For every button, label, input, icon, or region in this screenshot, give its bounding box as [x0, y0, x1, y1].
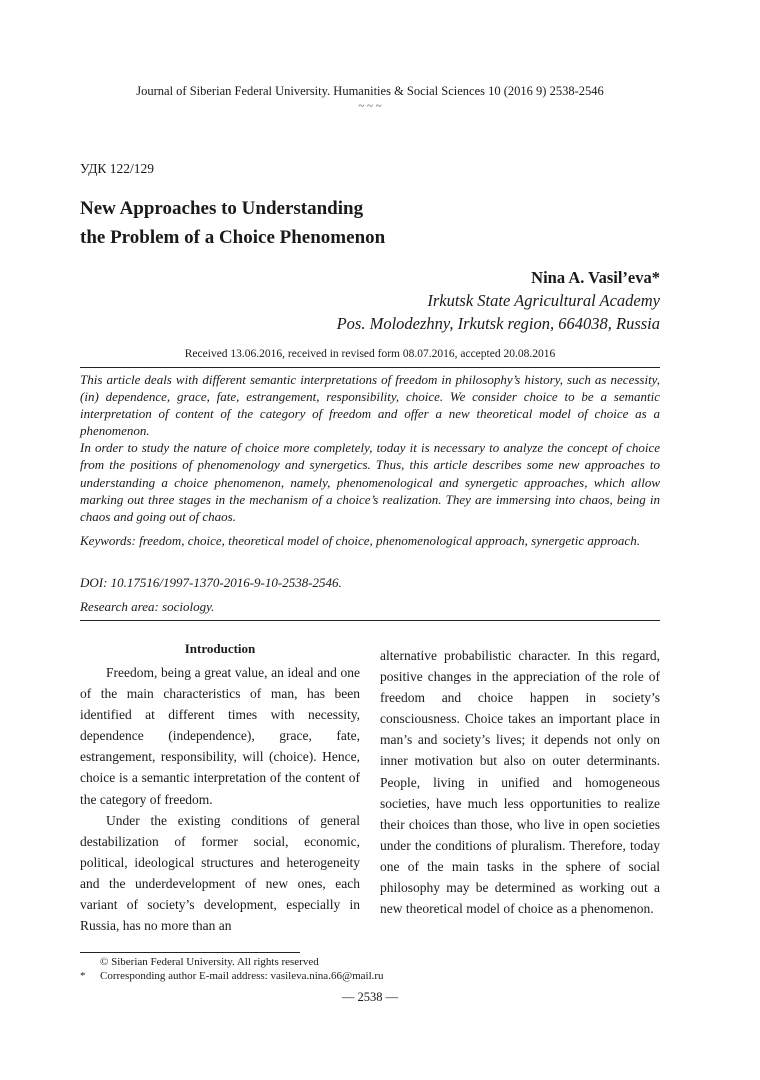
- footnote-marker: *: [80, 970, 86, 982]
- footnote-rule: [80, 952, 300, 953]
- author-affiliation: Irkutsk State Agricultural Academy: [427, 291, 660, 310]
- body-paragraph: Freedom, being a great value, an ideal and one of the main characteristics of man, has been identified at different times with necessity, dependence (independence), grace, fate, estrangement, responsibility, will (choice). Hence, choice is a semantic interpretation of the content of the category of freedom.: [80, 665, 360, 807]
- section-heading-introduction: Introduction: [184, 641, 256, 656]
- abstract-paragraph-2: In order to study the nature of choice more completely, today it is necessary to analyze the concept of choice from the positions of phenomenology and synergetics. Thus, this article describes some new approaches to understanding a choice phenomenon, namely, phenomenological and synergetic approaches, which allow marking out three stages in the mechanism of a choice’s realization. They are immersing into chaos, being in chaos and going out of chaos.: [80, 440, 660, 524]
- corresponding-author-note: Corresponding author E-mail address: vasileva.nina.66@mail.ru: [100, 970, 384, 982]
- doi: DOI: 10.17516/1997-1370-2016-9-10-2538-2546.: [80, 575, 342, 590]
- title-line-1: New Approaches to Understanding: [80, 198, 364, 219]
- udk-code: УДК 122/129: [80, 161, 155, 176]
- received-dates: Received 13.06.2016, received in revised form 08.07.2016, accepted 20.08.2016: [184, 348, 556, 360]
- copyright-note: © Siberian Federal University. All rights reserved: [100, 956, 319, 968]
- author-block: [337, 266, 660, 335]
- abstract: [80, 371, 660, 525]
- author-name: Nina A. Vasil’eva*: [531, 268, 660, 287]
- body-paragraph: alternative probabilistic character. In this regard, positive changes in the appreciation of the role of freedom and choice happen in society’s consciousness. Choice takes an important place in man’s and society’s lives; it depends not only on inner motivation but also on outer determinants. People, living in unified and homogeneous societies, have much less opportunities to realize their choices than those, who live in open societies under the conditions of pluralism. Therefore, today one of the main tasks in the sphere of social philosophy may be determined as working out a new theoretical model of choice as a phenomenon.: [380, 648, 660, 917]
- right-column: [380, 645, 660, 919]
- abstract-top-rule: [80, 367, 660, 368]
- title-line-2: the Problem of a Choice Phenomenon: [80, 227, 386, 248]
- abstract-paragraph-1: This article deals with different semantic interpretations of freedom in philosophy’s history, such as necessity, (in) dependence, grace, fate, estrangement, responsibility, choice. We consider choice to be a semantic interpretation of content of the category of freedom and offer a new theoretical model of choice as a phenomenon.: [80, 372, 660, 439]
- article-title: [80, 194, 385, 252]
- author-address: Pos. Molodezhny, Irkutsk region, 664038, Russia: [336, 314, 660, 333]
- header-ornament: ~ ~ ~: [358, 100, 382, 112]
- left-column: [80, 640, 360, 936]
- abstract-bottom-rule: [80, 620, 660, 621]
- research-area: Research area: sociology.: [80, 599, 215, 614]
- journal-header: Journal of Siberian Federal University. Humanities & Social Sciences 10 (2016 9) 2538-2546: [136, 84, 604, 98]
- body-paragraph: Under the existing conditions of general destabilization of former social, economic, political, ideological structures and heterogeneity and the underdevelopment of new ones, each variant of society’s development, especially in Russia, has no more than an: [80, 812, 360, 934]
- page-number: — 2538 —: [341, 990, 399, 1004]
- keywords: Keywords: freedom, choice, theoretical model of choice, phenomenological approach, synergetic approach.: [80, 533, 640, 548]
